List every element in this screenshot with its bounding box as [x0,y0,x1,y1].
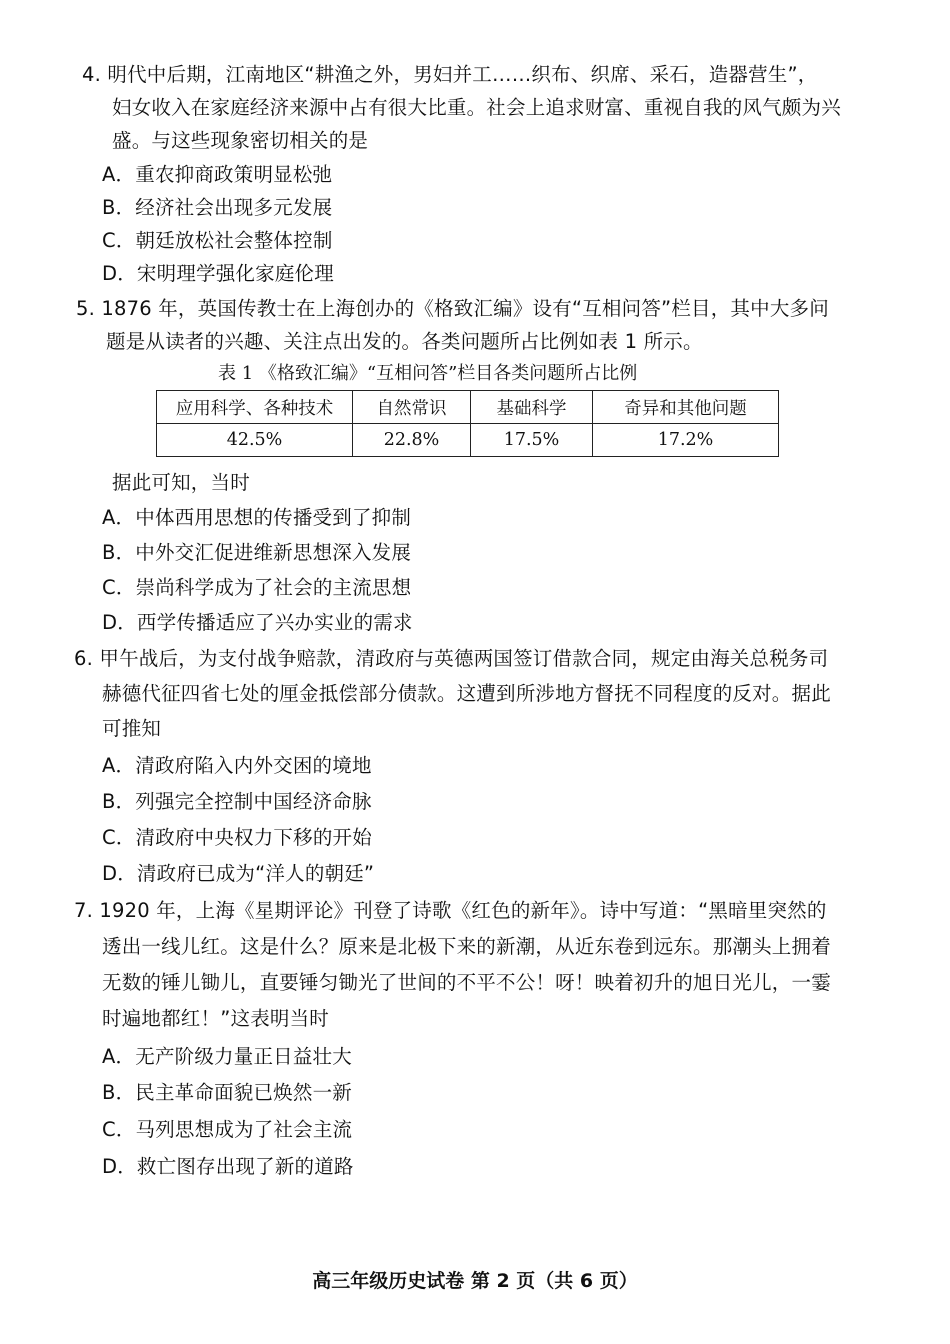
table-header-row [157,391,779,424]
question-7-stem-line-3: 无数的锤儿锄儿，直要锤匀锄光了世间的不平不公！呀！映着初升的旭日光儿，一霎 [102,971,831,994]
question-7-option-b[interactable]: B．民主革命面貌已焕然一新 [102,1081,352,1104]
question-7-stem-line-4: 时遍地都红！”这表明当时 [102,1007,330,1030]
question-5-option-a[interactable]: A．中体西用思想的传播受到了抑制 [102,506,412,529]
question-4-stem-line-2: 妇女收入在家庭经济来源中占有很大比重。社会上追求财富、重视自我的风气颇为兴 [112,96,841,119]
table-cell: 42.5% [157,424,353,457]
table-header-cell: 基础科学 [471,391,593,424]
table-header-cell: 应用科学、各种技术 [157,391,353,424]
question-6-option-a[interactable]: A．清政府陷入内外交困的境地 [102,754,372,777]
question-6-option-d[interactable]: D．清政府已成为“洋人的朝廷” [102,862,375,885]
question-4-stem-line-3: 盛。与这些现象密切相关的是 [112,129,369,152]
question-4-stem-line-1: 4. 明代中后期，江南地区“耕渔之外，男妇并工……织布、织席、采石，造器营生”， [82,63,818,86]
question-7-option-d[interactable]: D．救亡图存出现了新的道路 [102,1155,354,1178]
table-header-cell: 自然常识 [353,391,471,424]
question-5-stem-line-1: 5. 1876 年，英国传教士在上海创办的《格致汇编》设有“互相问答”栏目，其中大多问 [76,297,829,320]
table-header-cell: 奇异和其他问题 [593,391,779,424]
question-4-option-b[interactable]: B．经济社会出现多元发展 [102,196,333,219]
proportion-table [156,390,779,457]
question-7-option-c[interactable]: C．马列思想成为了社会主流 [102,1118,353,1141]
table-cell: 17.2% [593,424,779,457]
table-cell: 22.8% [353,424,471,457]
table-caption: 表 1 《格致汇编》“互相问答”栏目各类问题所占比例 [218,363,638,384]
table-row [157,424,779,457]
question-6-option-b[interactable]: B．列强完全控制中国经济命脉 [102,790,372,813]
question-5-prompt: 据此可知，当时 [112,471,250,494]
page-footer: 高三年级历史试卷 第 2 页（共 6 页） [312,1270,638,1292]
question-5-option-c[interactable]: C．崇尚科学成为了社会的主流思想 [102,576,412,599]
question-7-stem-line-1: 7. 1920 年，上海《星期评论》刊登了诗歌《红色的新年》。诗中写道：“黑暗里突然的 [74,899,827,922]
question-4-option-c[interactable]: C．朝廷放松社会整体控制 [102,229,333,252]
question-6-option-c[interactable]: C．清政府中央权力下移的开始 [102,826,372,849]
question-7-stem-line-2: 透出一线儿红。这是什么？原来是北极下来的新潮，从近东卷到远东。那潮头上拥着 [102,935,831,958]
question-4-option-d[interactable]: D．宋明理学强化家庭伦理 [102,262,334,285]
table-cell: 17.5% [471,424,593,457]
question-5-option-d[interactable]: D．西学传播适应了兴办实业的需求 [102,611,413,634]
question-5-option-b[interactable]: B．中外交汇促进维新思想深入发展 [102,541,412,564]
question-6-stem-line-3: 可推知 [102,717,162,740]
question-5-stem-line-2: 题是从读者的兴趣、关注点出发的。各类问题所占比例如表 1 所示。 [106,330,703,353]
question-6-stem-line-1: 6. 甲午战后，为支付战争赔款，清政府与英德两国签订借款合同，规定由海关总税务司 [74,647,829,670]
question-7-option-a[interactable]: A．无产阶级力量正日益壮大 [102,1045,352,1068]
question-6-stem-line-2: 赫德代征四省七处的厘金抵偿部分债款。这遭到所涉地方督抚不同程度的反对。据此 [102,682,831,705]
question-4-option-a[interactable]: A．重农抑商政策明显松弛 [102,163,333,186]
